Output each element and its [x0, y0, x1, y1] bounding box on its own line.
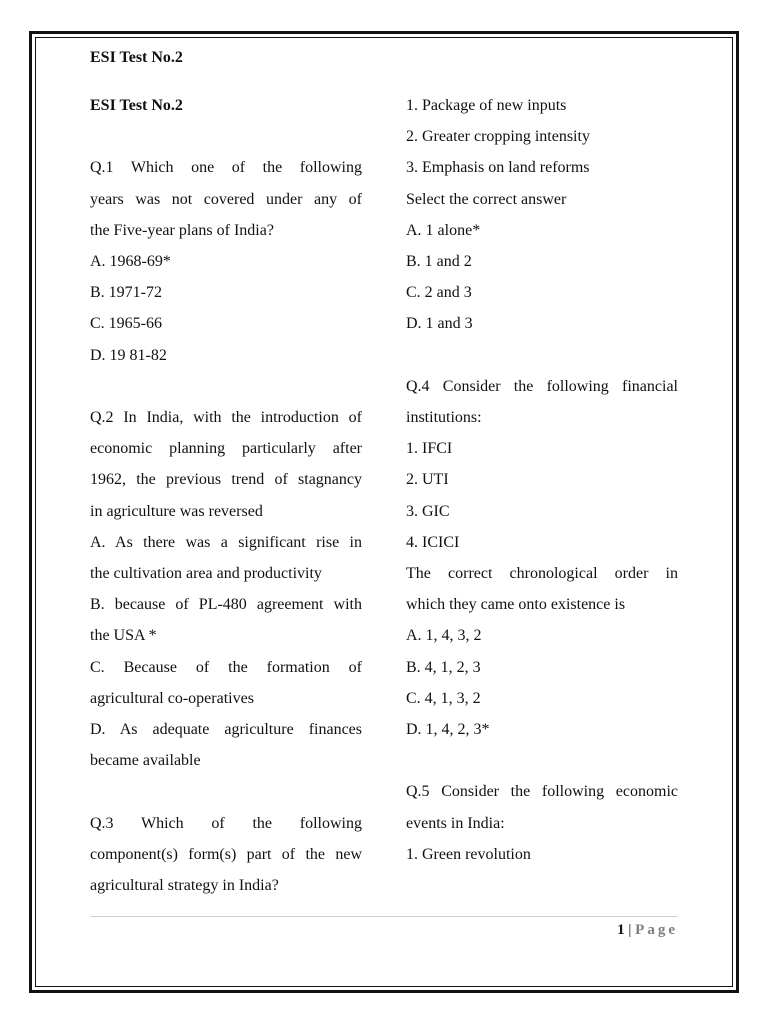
q4-line: Q.4 Consider the following financial	[406, 377, 678, 395]
q3-line: agricultural strategy in India?	[90, 877, 279, 895]
left-column	[90, 90, 362, 901]
q4-statement: 4. ICICI	[406, 533, 460, 551]
q2-option: became available	[90, 752, 201, 770]
q4-option: D. 1, 4, 2, 3*	[406, 721, 490, 739]
q3-line: component(s) form(s) part of the new	[90, 845, 362, 863]
page-footer	[617, 918, 678, 942]
spacer	[90, 776, 362, 807]
q2-line: 1962, the previous trend of stagnancy	[90, 471, 362, 489]
q1-line: years was not covered under any of	[90, 190, 362, 208]
q3-option: D. 1 and 3	[406, 315, 473, 333]
q4-option: A. 1, 4, 3, 2	[406, 627, 482, 645]
q5-line: Q.5 Consider the following economic	[406, 783, 678, 801]
q3-statement: 1. Package of new inputs	[406, 97, 567, 114]
q1-option: D. 19 81-82	[90, 346, 167, 364]
page-separator: |	[628, 922, 632, 938]
q1-option: B. 1971-72	[90, 284, 162, 302]
spacer	[90, 371, 362, 402]
q3-statement: 3. Emphasis on land reforms	[406, 159, 590, 177]
q2-option: agricultural co-operatives	[90, 689, 254, 707]
right-column	[406, 90, 678, 870]
q4-line: The correct chronological order in	[406, 565, 678, 583]
q3-instruction: Select the correct answer	[406, 190, 567, 208]
q1-line: Q.1 Which one of the following	[90, 159, 362, 177]
q3-option: B. 1 and 2	[406, 253, 472, 271]
spacer	[406, 340, 678, 371]
q2-option: B. because of PL-480 agreement with	[90, 596, 362, 614]
q4-option: B. 4, 1, 2, 3	[406, 658, 481, 676]
q2-line: in agriculture was reversed	[90, 502, 263, 520]
q3-statement: 2. Greater cropping intensity	[406, 128, 590, 146]
q4-statement: 2. UTI	[406, 471, 449, 489]
q2-line: economic planning particularly after	[90, 440, 362, 458]
q4-option: C. 4, 1, 3, 2	[406, 689, 481, 707]
page-label: Page	[635, 922, 678, 938]
spacer	[406, 745, 678, 776]
page-number: 1	[617, 922, 625, 938]
footer-rule	[90, 916, 678, 917]
q2-option: D. As adequate agriculture finances	[90, 721, 362, 739]
header-title: ESI Test No.2	[90, 49, 183, 66]
q1-option: C. 1965-66	[90, 315, 162, 333]
q1-line: the Five-year plans of India?	[90, 221, 274, 239]
spacer	[90, 121, 362, 152]
q2-option: the cultivation area and productivity	[90, 565, 322, 583]
q1-option: A. 1968-69*	[90, 253, 171, 270]
q5-line: events in India:	[406, 814, 505, 832]
q4-line: institutions:	[406, 409, 482, 427]
q3-option: C. 2 and 3	[406, 284, 472, 302]
q2-line: Q.2 In India, with the introduction of	[90, 409, 362, 426]
q3-option: A. 1 alone*	[406, 221, 481, 239]
q4-line: which they came onto existence is	[406, 596, 626, 614]
q2-option: A. As there was a significant rise in	[90, 533, 362, 551]
q2-option: the USA *	[90, 627, 157, 645]
q4-statement: 1. IFCI	[406, 440, 453, 458]
q4-statement: 3. GIC	[406, 502, 450, 520]
q5-statement: 1. Green revolution	[406, 845, 531, 863]
test-title: ESI Test No.2	[90, 97, 183, 114]
q2-option: C. Because of the formation of	[90, 658, 362, 676]
q3-line: Q.3 Which of the following	[90, 814, 362, 832]
